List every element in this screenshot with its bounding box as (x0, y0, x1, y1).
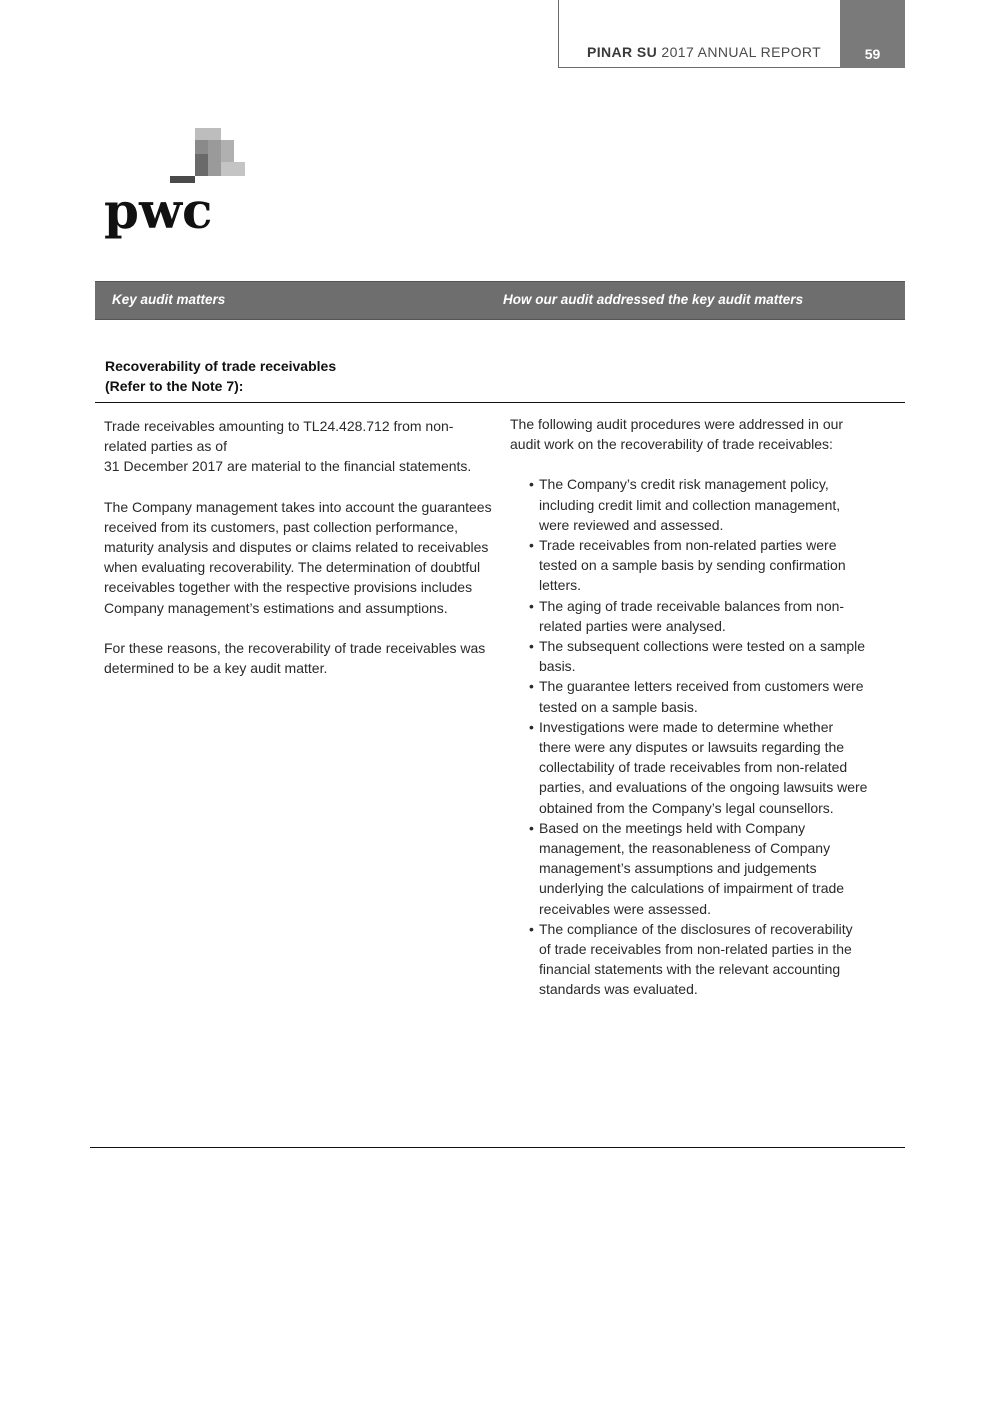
text-line: • The subsequent collections were tested on a sample (539, 638, 866, 655)
pwc-logo (104, 126, 249, 250)
paragraph (104, 638, 504, 678)
text-line: The Company management takes into account the guarantees (104, 498, 492, 515)
page-number-box (840, 0, 905, 68)
text-line: basis. (539, 658, 576, 675)
text-line: • Trade receivables from non-related parties were (539, 537, 837, 554)
text-line: financial statements with the relevant accounting (539, 961, 841, 978)
procedure-item (529, 636, 890, 676)
key-audit-matter-description (104, 416, 504, 698)
text-line: maturity analysis and disputes or claims related to receivables (104, 539, 489, 556)
pwc-logo-graphic (104, 126, 249, 246)
section-divider (95, 402, 905, 403)
text-line: when evaluating recoverability. The determination of doubtful (104, 559, 481, 576)
text-line: were reviewed and assessed. (539, 516, 724, 533)
procedure-item (529, 474, 890, 535)
col-header-key-audit-matters: Key audit matters (112, 292, 226, 307)
text-line: of trade receivables from non-related parties in the (539, 941, 852, 958)
procedure-item (529, 676, 890, 716)
procedure-item (529, 919, 890, 1000)
text-line: • Based on the meetings held with Company (539, 819, 806, 836)
text-line: received from its customers, past collection performance, (104, 518, 459, 535)
section-title-line: (Refer to the Note 7): (105, 378, 244, 394)
text-line: management’s assumptions and judgements (539, 860, 817, 877)
text-line: related parties were analysed. (539, 617, 726, 634)
page-number: 59 (864, 46, 881, 62)
text-line: tested on a sample basis by sending confirmation (539, 557, 846, 574)
text-line: For these reasons, the recoverability of trade receivables was (104, 639, 486, 656)
audit-procedures (510, 414, 890, 1000)
procedure-item (529, 818, 890, 919)
text-line: The following audit procedures were addressed in our (510, 416, 844, 432)
text-line: tested on a sample basis. (539, 698, 698, 715)
text-line: determined to be a key audit matter. (104, 660, 328, 677)
report-name: 2017 ANNUAL REPORT (661, 44, 822, 60)
col-header-how-addressed: How our audit addressed the key audit matters (503, 292, 804, 307)
footer-divider (90, 1147, 905, 1148)
procedure-item (529, 596, 890, 636)
text-line: • The Company’s credit risk management policy, (539, 476, 829, 493)
company-name: PINAR SU (587, 44, 658, 60)
text-line: letters. (539, 577, 582, 594)
section-title-line: Recoverability of trade receivables (105, 358, 337, 374)
pwc-logo-text: pwc (104, 181, 213, 240)
table-header (95, 281, 905, 320)
text-line: Trade receivables amounting to TL24.428.712 from non- (104, 418, 454, 434)
paragraph (104, 416, 504, 477)
text-line: • The compliance of the disclosures of recoverability (539, 920, 853, 937)
text-line: management, the reasonableness of Company (539, 840, 831, 857)
text-line: obtained from the Company’s legal counsellors. (539, 799, 834, 816)
procedures-list (510, 474, 890, 999)
paragraph (104, 497, 504, 618)
text-line: standards was evaluated. (539, 981, 698, 998)
text-line: receivables together with the respective provisions includes (104, 579, 473, 596)
procedure-item (529, 717, 890, 818)
text-line: underlying the calculations of impairment of trade (539, 880, 845, 897)
text-line: there were any disputes or lawsuits regarding the (539, 739, 845, 756)
procedure-item (529, 535, 890, 596)
text-line: • The aging of trade receivable balances from non- (539, 597, 845, 614)
text-line: • Investigations were made to determine whether (539, 718, 834, 735)
text-line: • The guarantee letters received from customers were (539, 678, 864, 695)
text-line: receivables were assessed. (539, 900, 711, 917)
text-line: parties, and evaluations of the ongoing lawsuits were (539, 779, 868, 796)
procedures-intro (510, 414, 890, 454)
text-line: collectability of trade receivables from non-related (539, 759, 848, 776)
text-line: related parties as of (104, 438, 227, 455)
text-line: Company management’s estimations and assumptions. (104, 599, 448, 616)
text-line: including credit limit and collection management, (539, 496, 841, 513)
section-title (105, 356, 336, 396)
text-line: audit work on the recoverability of trade receivables: (510, 436, 833, 453)
report-header (587, 44, 821, 60)
text-line: 31 December 2017 are material to the financial statements. (104, 458, 472, 475)
